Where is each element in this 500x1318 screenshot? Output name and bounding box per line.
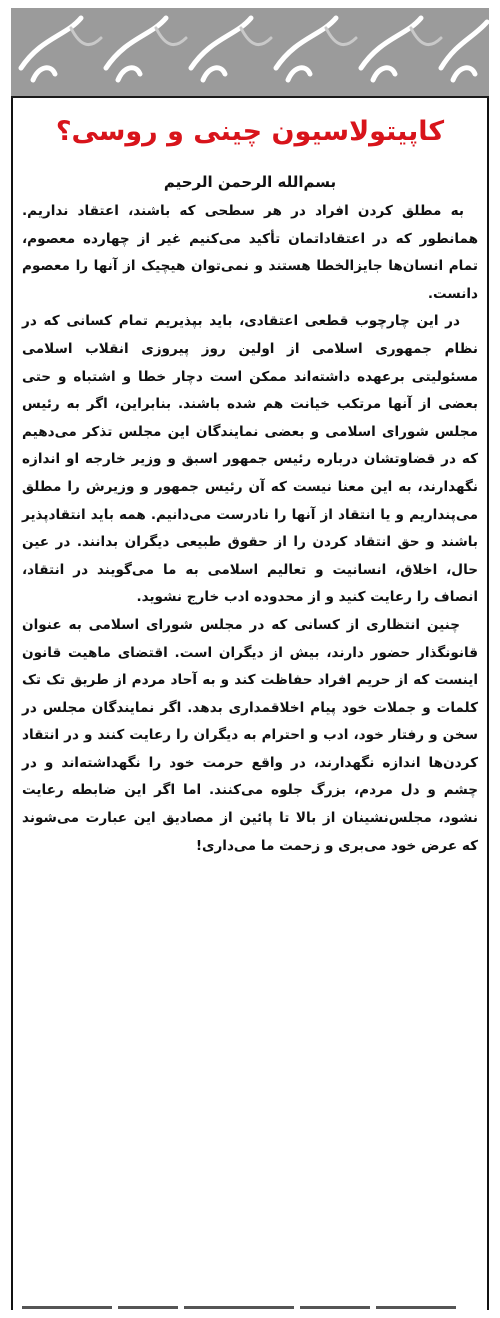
decorative-banner bbox=[11, 8, 489, 98]
article-title: کاپیتولاسیون چینی و روسی؟ bbox=[55, 116, 445, 147]
article-body bbox=[22, 198, 478, 860]
swirl-pattern-icon bbox=[11, 8, 489, 96]
paragraph-2: در این چارچوب قطعی اعتقادی، باید بپذیریم تمام کسانی که در نظام جمهوری اسلامی از اولین روز پیروزی انقلاب اسلامی مسئولیتی برعهده داشته‌اند ممکن است دچار خطا و اشتباه و حتی بعضی از آنها مرتکب خیانت هم شده باشند. بنابراین، اگر به رئیس مجلس شورای اسلامی و بعضی نمایندگان این مجلس تذکر می‌دهیم که در قضاوتشان درباره رئیس جمهور اسبق و وزیر خارجه او اندازه نگهدارند، به این معنا نیست که آن رئیس جمهور و وزیرش را مطلق می‌پنداریم و یا انتقاد از آنها را نادرست می‌دانیم. همه باید انتقادپذیر باشند و حق انتقاد کردن را از حقوق طبیعی دیگران بدانند. در عین حال، اخلاق، انسانیت و تعالیم اسلامی به ما می‌گویند در انتقاد، انصاف را رعایت کنید و از محدوده ادب خارج نشوید. bbox=[22, 313, 478, 606]
cut-off-next-line bbox=[22, 1306, 478, 1314]
paragraph-3: چنین انتظاری از کسانی که در مجلس شورای اسلامی به عنوان قانونگذار حضور دارند، بیش از دیگران است. اقتضای ماهیت قانون اینست که از حریم افراد حفاظت کند و به آحاد مردم از طریق تک تک کلمات و جملات خود پیام اخلاقمداری بدهد. اگر نمایندگان مجلس در سخن و رفتار خود، ادب و احترام به دیگران را رعایت کنند و در انتقاد کردن‌ها اندازه نگهدارند، در واقع حرمت خود را نگهداشته‌اند و در چشم و دل مردم، بزرگ جلوه می‌کنند. اما اگر این ضابطه رعایت نشود، مجلس‌نشینان از بالا تا پائین از مصادیق این عبارت می‌شوند که عرض خود می‌بری و زحمت ما می‌داری! bbox=[22, 616, 478, 854]
paragraph-1: به مطلق کردن افراد در هر سطحی که باشند، اعتقاد نداریم. همانطور که در اعتقاداتمان تأکید می‌کنیم غیر از چهارده معصوم، تمام انسان‌ها جایزالخطا هستند و نمی‌توان هیچیک از آنها را معصوم دانست. bbox=[22, 203, 478, 302]
basmala-line: بسم‌الله الرحمن الرحیم bbox=[163, 173, 337, 191]
